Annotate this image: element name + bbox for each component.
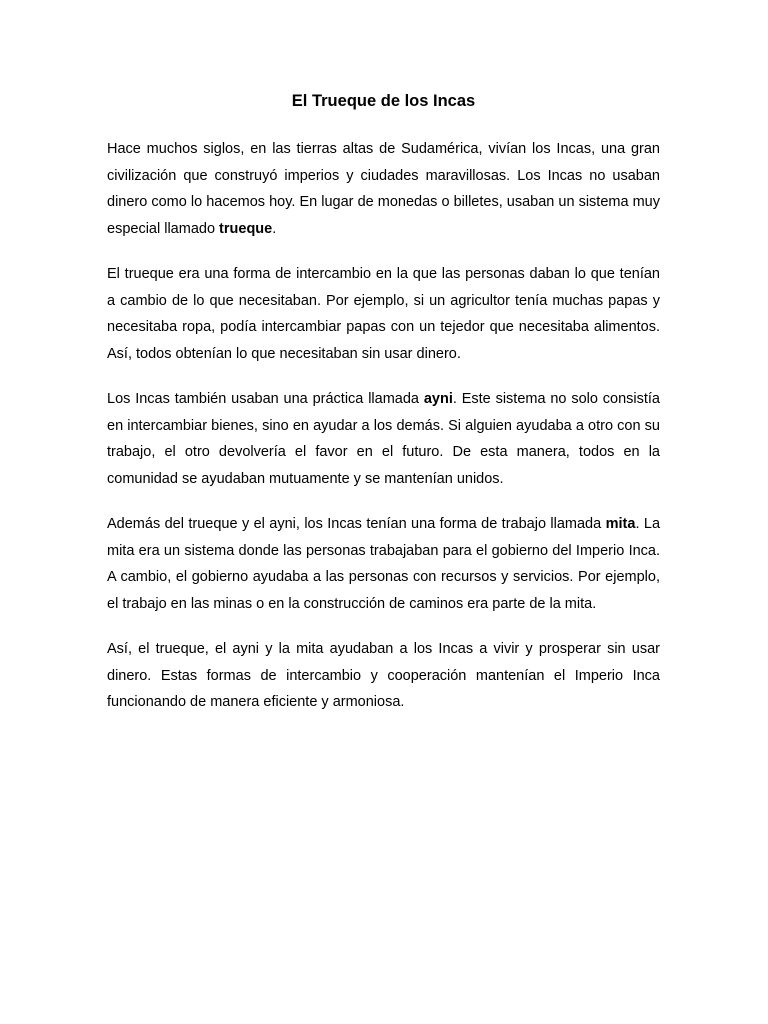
bold-term: ayni bbox=[423, 391, 453, 407]
bold-term: mita bbox=[605, 516, 636, 532]
bold-term: trueque bbox=[219, 220, 273, 237]
paragraph-text: Así, el trueque, el ayni y la mita ayudaban a los Incas a vivir y prosperar sin usar dinero. Estas formas de intercambio y cooperación mantenían el Imperio Inca funcionando de manera eficiente y armoniosa. bbox=[107, 641, 660, 710]
paragraph-text: Además del trueque y el ayni, los Incas tenían una forma de trabajo llamada bbox=[107, 516, 606, 532]
document-page bbox=[107, 88, 660, 735]
document-title: El Trueque de los Incas bbox=[291, 92, 476, 110]
paragraph-text: . Este sistema no solo consistía en intercambiar bienes, sino en ayudar a los demás. Si alguien ayudaba a otro con su trabajo, el otro devolvería el favor en el futuro. De esta manera, todos en la comunidad se ayudaban mutuamente y se mantenían unidos. bbox=[107, 391, 660, 487]
paragraph bbox=[107, 261, 660, 367]
paragraph-text: . bbox=[272, 220, 277, 237]
paragraph bbox=[107, 136, 660, 242]
paragraph bbox=[107, 636, 660, 716]
paragraph bbox=[107, 386, 660, 492]
paragraph bbox=[107, 511, 660, 617]
paragraph-text: El trueque era una forma de intercambio en la que las personas daban lo que tenían a cambio de lo que necesitaban. Por ejemplo, si un agricultor tenía muchas papas y necesitaba ropa, podía intercambiar papas con un tejedor que necesitaba alimentos. Así, todos obtenían lo que necesitaban sin usar dinero. bbox=[107, 266, 660, 362]
paragraph-text: . La mita era un sistema donde las personas trabajaban para el gobierno del Imperio Inca. A cambio, el gobierno ayudaba a las personas con recursos y servicios. Por ejemplo, el trabajo en las minas o en la construcción de caminos era parte de la mita. bbox=[107, 516, 661, 612]
paragraph-text: Los Incas también usaban una práctica llamada bbox=[107, 391, 424, 407]
paragraph-text: Hace muchos siglos, en las tierras altas de Sudamérica, vivían los Incas, una gran civilización que construyó imperios y ciudades maravillosas. Los Incas no usaban dinero como lo hacemos hoy. En lugar de monedas o billetes, usaban un sistema muy especial llamado bbox=[107, 141, 660, 237]
